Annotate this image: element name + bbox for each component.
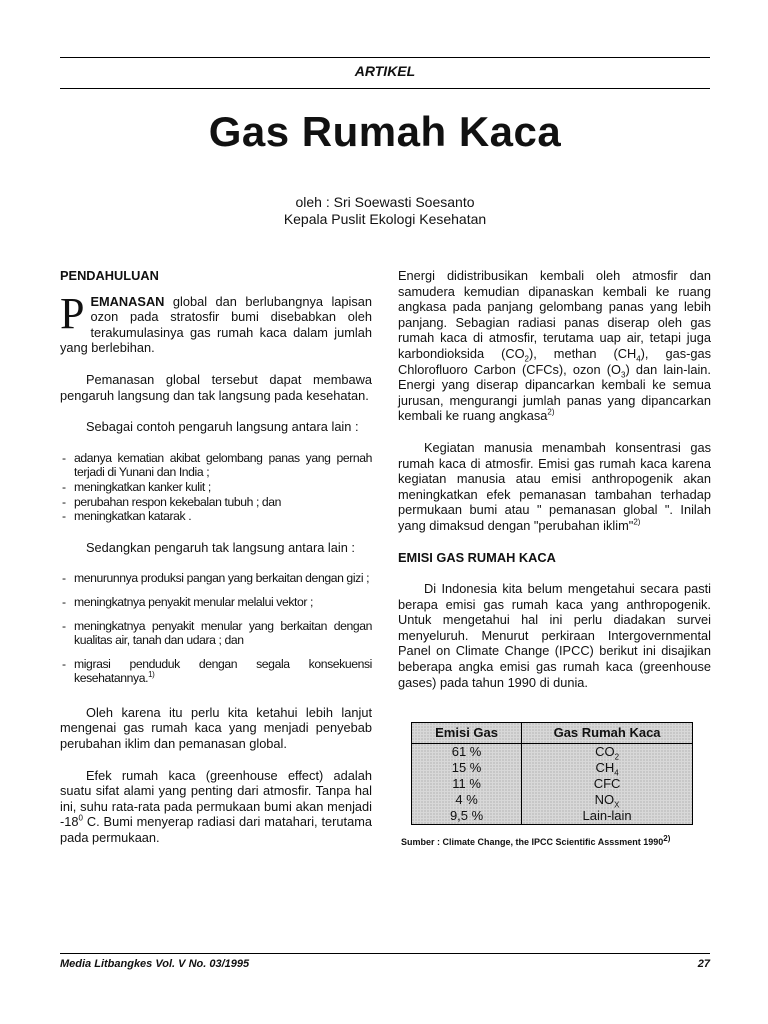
subscript: X <box>614 801 620 811</box>
table-row <box>412 808 693 825</box>
page-number: 27 <box>697 958 710 970</box>
list-item: - menurunnya produksi pangan yang berkaitan dengan gizi ; <box>60 571 372 586</box>
gas-name: CFC <box>593 776 621 792</box>
paragraph-kegiatan <box>398 440 711 534</box>
direct-effects-list <box>60 451 372 524</box>
degree-sup: 0 <box>78 814 83 824</box>
table-row <box>412 776 693 792</box>
table-cell-emisi: 15 % <box>412 760 522 776</box>
subscript: 2 <box>524 354 529 364</box>
subscript: 4 <box>614 769 619 779</box>
intro-bold-word: EMANASAN <box>90 293 165 309</box>
paragraph-efek-rumah-kaca <box>60 768 372 846</box>
footnote-ref: 2) <box>633 517 641 527</box>
table-cell-emisi: 4 % <box>412 792 522 808</box>
indirect-effects-list <box>60 571 372 686</box>
emission-table <box>411 722 693 825</box>
subscript: 4 <box>636 354 641 364</box>
subscript: 3 <box>620 370 626 380</box>
text-span: ) dan lain-lain. Energi yang diserap dipancarkan kembali ke semua jurusan, mengurangi jumlah panas yang dipancarkan kembali ke ruang angkasa <box>398 361 711 424</box>
gas-name: CH <box>595 760 615 776</box>
table-row <box>412 744 693 761</box>
header-rule <box>60 88 710 89</box>
table-source <box>401 835 711 851</box>
list-item: - meningkatnya penyakit menular yang berkaitan dengan kualitas air, tanah dan udara ; dan <box>60 619 372 648</box>
table-cell-gas <box>522 808 693 825</box>
text-span: C. Bumi menyerap radiasi dari matahari, terutama pada permukaan. <box>60 814 372 846</box>
gas-name: NO <box>594 792 615 808</box>
table-cell-emisi: 11 % <box>412 776 522 792</box>
table-cell-emisi: 61 % <box>412 744 522 761</box>
article-title: Gas Rumah Kaca <box>208 108 562 155</box>
intro-paragraph <box>60 288 372 356</box>
author-line: oleh : Sri Soewasti Soesanto <box>295 194 475 210</box>
gas-name: Lain-lain <box>582 808 632 824</box>
table-cell-gas <box>522 792 693 811</box>
list-item: - meningkatkan kanker kulit ; <box>60 480 372 495</box>
list-item: - meningkatkan katarak . <box>60 509 372 524</box>
footer-rule <box>60 953 710 954</box>
table-cell-gas <box>522 776 693 792</box>
source-text: Sumber : Climate Change, the IPCC Scientific Asssment 1990 <box>401 837 664 848</box>
intro-text: global dan berlubangnya lapisan ozon pada stratosfir bumi disebabkan oleh terakumulasinya gas rumah kaca dalam jumlah yang berlebihan. <box>60 293 372 356</box>
section-label: ARTIKEL <box>354 63 416 79</box>
list-item: - adanya kematian akibat gelombang panas yang pernah terjadi di Yunani dan India ; <box>60 451 372 480</box>
journal-citation: Media Litbangkes Vol. V No. 03/1995 <box>60 958 250 970</box>
paragraph-oleh-karena: Oleh karena itu perlu kita ketahui lebih lanjut mengenai gas rumah kaca yang menjadi penyebab perubahan iklim dan pemanasan global. <box>60 704 372 752</box>
paragraph-indonesia: Di Indonesia kita belum mengetahui secara pasti berapa emisi gas rumah kaca yang anthropogenik. Untuk mengetahui hal ini perlu diadakan survei menyeluruh. Menurut perkiraan Intergovernmental Panel on Climate Change (IPCC) berikut ini disajikan beberapa angka emisi gas rumah kaca (greenhouse gases) pada tahun 1990 di dunia. <box>398 581 711 690</box>
footnote-ref: 1) <box>148 670 155 680</box>
table-row <box>412 760 693 776</box>
table-header: Gas Rumah Kaca <box>522 723 693 744</box>
list-item <box>60 657 372 686</box>
list-item: - meningkatnya penyakit menular melalui vektor ; <box>60 595 372 610</box>
list-item: - perubahan respon kekebalan tubuh ; dan <box>60 495 372 510</box>
paragraph-indirect-intro: Sedangkan pengaruh tak langsung antara lain : <box>86 539 355 555</box>
author-affiliation: Kepala Puslit Ekologi Kesehatan <box>283 211 487 227</box>
table-header: Emisi Gas <box>412 723 522 744</box>
gas-name: CO <box>595 744 615 760</box>
table-row <box>412 792 693 808</box>
text-span: ), gas-gas Chlorofluoro Carbon (CFCs), ozon (O <box>398 345 712 377</box>
text-span: Efek rumah kaca (greenhouse effect) adalah suatu sifat alami yang penting dari atmosfir. Tanpa hal ini, suhu rata-rata pada permukaan bumi akan menjadi -18 <box>60 767 372 830</box>
table-cell-gas <box>522 744 693 761</box>
subscript: 2 <box>614 753 620 763</box>
section-heading-emisi: EMISI GAS RUMAH KACA <box>398 549 556 565</box>
footnote-ref: 2) <box>547 408 555 418</box>
table-header-row <box>412 723 693 744</box>
paragraph-energi <box>398 268 711 424</box>
paragraph-direct-intro: Sebagai contoh pengaruh langsung antara lain : <box>86 419 359 435</box>
left-column <box>60 268 372 846</box>
right-column <box>398 268 711 851</box>
paragraph-pemanasan: Pemanasan global tersebut dapat membawa pengaruh langsung dan tak langsung pada kesehatan. <box>60 371 372 403</box>
text-span: ), methan (CH <box>528 345 637 361</box>
footnote-ref: 2) <box>663 834 671 844</box>
text-span: Kegiatan manusia menambah konsentrasi gas rumah kaca di atmosfir. Emisi gas rumah kaca karena kegiatan manusia atau emisi anthropogenik akan meningkatkan efek pemanasan tambahan terhadap permukaan bumi atau " pemanasan global ". Inilah yang dimaksud dengan "perubahan iklim" <box>398 439 711 533</box>
text-span: Energi didistribusikan kembali oleh atmosfir dan samudera kemudian dipanaskan kembali ke ruang angkasa pada panjang gelombang panas yang lebih panjang. Sebagian radiasi panas diserap oleh gas rumah kaca di atmosfir, terutama uap air, tetapi juga karbondioksida (CO <box>398 268 711 361</box>
list-item-text: migrasi penduduk dengan segala konsekuensi kesehatannya. <box>74 656 372 686</box>
table-cell-emisi: 9,5 % <box>412 808 522 825</box>
top-rule <box>60 57 710 58</box>
section-heading-pendahuluan: PENDAHULUAN <box>60 268 159 283</box>
drop-cap: P <box>60 288 85 338</box>
table-cell-gas <box>522 760 693 779</box>
